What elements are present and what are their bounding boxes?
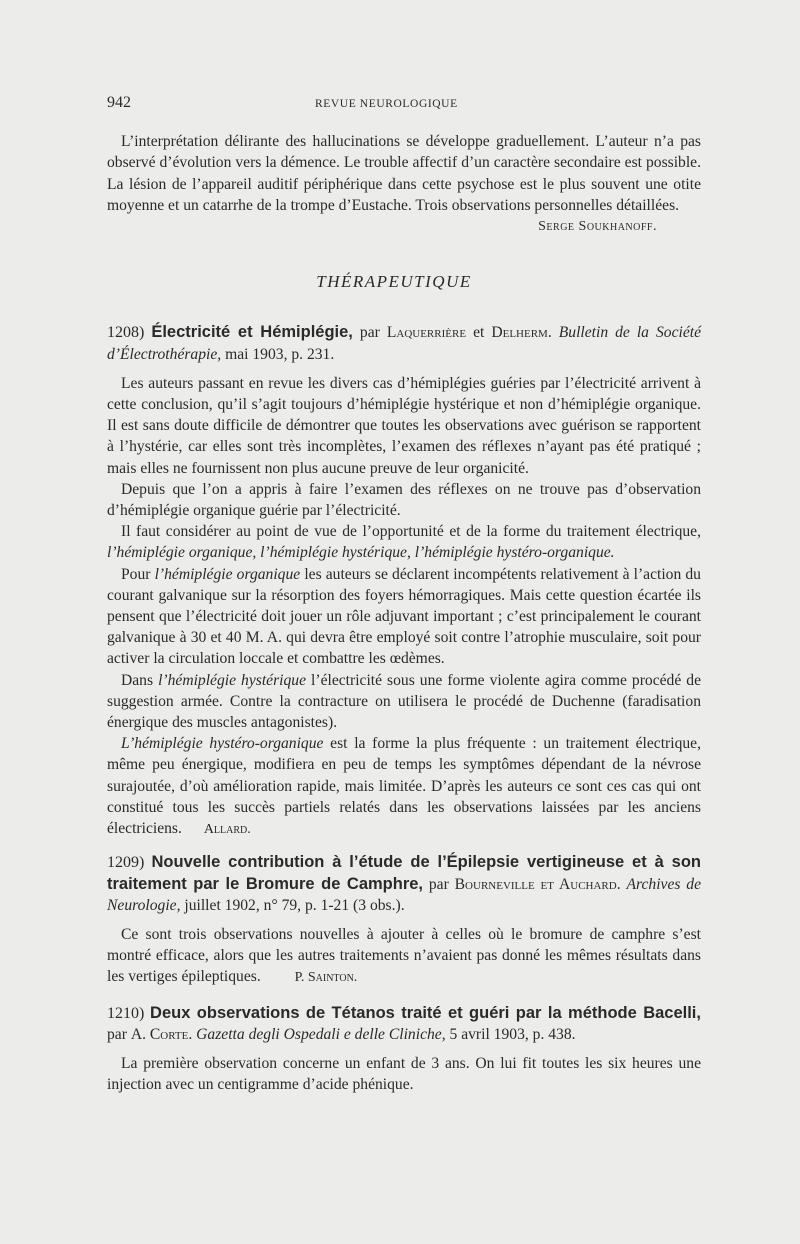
entry-title: Électricité et Hémiplégie, xyxy=(151,323,353,342)
paragraph xyxy=(107,733,701,840)
italic-term: l’hémiplégie hystéro-organique. xyxy=(414,544,615,562)
text-span: Dans xyxy=(121,671,154,689)
text-span: est la forme la plus fréquente : un traitement électrique, même peu énergique, modifiera en peu de temps les symptômes dépendant de la névrose surajoutée, d’où amélioration rapide, mais limitée. D’après les auteurs ce sont ces cas qui ont constitué tous les succès partiels relatés dans les observations laissées par les anciens électriciens. xyxy=(107,735,701,838)
entry-authors-2: Delherm. xyxy=(491,324,552,342)
entry-number: 1210) xyxy=(107,1004,145,1022)
entry-journal: Gazetta degli Ospedali e delle Cliniche, xyxy=(196,1025,446,1043)
section-title: THÉRAPEUTIQUE xyxy=(316,272,472,292)
entry-1210-heading xyxy=(107,1003,701,1045)
text-span: les auteurs se déclarent incompétents relativement à l’action du courant galvanique sur la résorption des foyers hémorragiques. Mais cette question écartée ils pensent que l’électricité doit jouer un rôle adjuvant important ; c’est principalement le courant galvanique à 30 et 40 M. A. qui devra être employé soit contre l’atrophie musculaire, soit pour activer la circulation loccale et combattre les œdèmes. xyxy=(107,565,701,668)
entry-signature: P. Sainton. xyxy=(294,970,358,986)
entry-and: et xyxy=(473,324,485,342)
paragraph: Depuis que l’on a appris à faire l’examen des réflexes on ne trouve pas d’observation d’hémiplégie organique guérie par l’électricité. xyxy=(107,480,701,520)
italic-term: L’hémiplégie hystéro-organique xyxy=(121,735,324,753)
paragraph xyxy=(107,564,701,670)
text-span: Pour xyxy=(121,565,151,583)
running-title: REVUE NEUROLOGIQUE xyxy=(315,98,458,110)
entry-title: Nouvelle contribution à l’étude de l’Épilepsie vertigineuse et à son traitement par le Bromure de Camphre, xyxy=(107,853,701,893)
intro-paragraph: L’interprétation délirante des hallucinations se développe graduellement. L’auteur n’a pas observé d’évolution vers la démence. Le trouble affectif d’un caractère secondaire est possible. La lésion de l’appareil auditif périphérique dans cette psychose est le plus souvent une otite moyenne et un catarrhe de la trompe d’Eustache. Trois observations personnelles détaillées. xyxy=(107,133,701,214)
entry-1208-heading xyxy=(107,322,701,364)
entry-date: 5 avril 1903, p. 438. xyxy=(449,1025,576,1043)
paragraph: Les auteurs passant en revue les divers cas d’hémiplégies guéries par l’électricité arrivent à cette conclusion, qu’il s’agit toujours d’hémiplégie hystérique et non d’hémiplégie organique. Il est sans doute difficile de démontrer que toutes les observations avec guérison se rapportent à l’hystérie, car elles sont très incomplètes, l’examen des réflexes n’ayant pas été pratiqué ; mais elles ne fournissent non plus aucune preuve de leur organicité. xyxy=(107,374,701,477)
text-span: Ce sont trois observations nouvelles à ajouter à celles où le bromure de camphre s’est montré efficace, alors que les autres traitements n’avaient pas donné les mêmes résultats dans les vertiges épileptiques. xyxy=(107,925,701,986)
entry-date: mai 1903, p. 231. xyxy=(225,345,335,363)
entry-by: par xyxy=(428,875,449,893)
text-span: Il faut considérer au point de vue de l’opportunité et de la forme du traitement électrique, xyxy=(121,523,701,541)
text-span: l’électricité sous une forme violente agira comme procédé de suggestion armée. Contre la contracture on utilisera le procédé de Duchenne (faradisation énergique des muscles antagonistes). xyxy=(107,671,702,732)
entry-journal: Bulletin de la Société d’Électrothérapie, xyxy=(107,324,702,363)
entry-number: 1208) xyxy=(107,324,145,342)
entry-1209-heading xyxy=(107,852,701,916)
italic-term: l’hémiplégie organique, xyxy=(107,544,257,562)
entry-signature: Allard. xyxy=(203,822,251,838)
paragraph xyxy=(107,924,701,989)
italic-term: l’hémiplégie hystérique, xyxy=(260,544,411,562)
intro-signature: Serge Soukhanoff. xyxy=(538,219,657,235)
entry-by: par xyxy=(359,324,380,342)
entry-1210-body xyxy=(107,1053,701,1095)
italic-term: l’hémiplégie organique xyxy=(154,565,301,583)
entry-by: par xyxy=(107,1025,127,1043)
entry-authors: Laquerrière xyxy=(386,324,467,342)
entry-journal: Archives de Neurologie, xyxy=(107,875,702,914)
entry-title: Deux observations de Tétanos traité et guéri par la méthode Bacelli, xyxy=(150,1003,701,1022)
entry-1209-body xyxy=(107,924,701,989)
entry-1208-body xyxy=(107,373,701,840)
entry-number: 1209) xyxy=(107,854,145,872)
entry-authors: Bourneville et Auchard. xyxy=(454,875,621,893)
paragraph: La première observation concerne un enfant de 3 ans. On lui fit toutes les six heures une injection avec un centigramme d’acide phénique. xyxy=(107,1054,701,1094)
italic-term: l’hémiplégie hystérique xyxy=(158,671,307,689)
entry-authors: A. Corte. xyxy=(130,1025,193,1043)
paragraph xyxy=(107,670,701,734)
paragraph xyxy=(107,521,701,563)
entry-date: juillet 1902, n° 79, p. 1-21 (3 obs.). xyxy=(184,896,405,914)
page-content xyxy=(107,92,701,1095)
page-number: 942 xyxy=(107,94,131,111)
running-header xyxy=(107,92,701,115)
